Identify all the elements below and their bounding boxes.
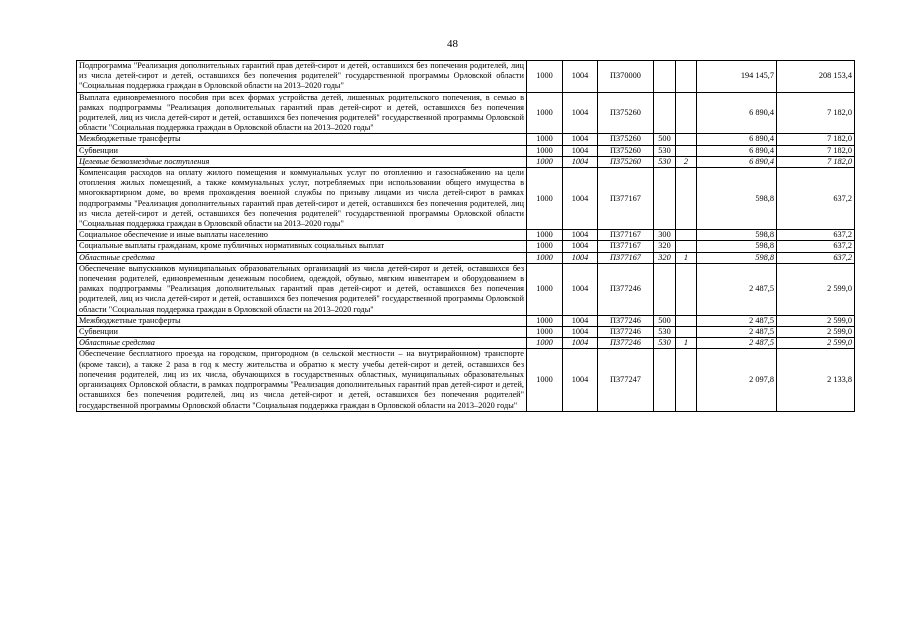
amount-year-1: 2 487,5 [697,315,777,326]
row-name: Субвенции [77,327,527,338]
target-article-code: П370000 [598,61,654,93]
amount-year-1: 598,8 [697,230,777,241]
section-code: 1000 [527,92,563,134]
amount-year-1: 194 145,7 [697,61,777,93]
funding-source-code [676,92,697,134]
section-code: 1000 [527,168,563,230]
expense-type-code: 530 [654,338,676,349]
amount-year-2: 2 599,0 [777,327,855,338]
funding-source-code [676,315,697,326]
section-code: 1000 [527,338,563,349]
table-row [77,315,855,326]
subsection-code: 1004 [563,252,598,263]
amount-year-1: 2 097,8 [697,349,777,411]
row-name: Обеспечение выпускников муниципальных образовательных организаций из числа детей-сирот и детей, оставшихся без попечения родителей, единовременным денежным пособием, одеждой, обувью, мягким инвентарем и оборудованием в рамках подпрограммы "Реализация дополнительных гарантий прав детей-сирот и детей, оставшихся без попечения родителей, лиц из числа детей-сирот и детей, оставшихся без попечения родителей" государственной программы Орловской области "Социальная поддержка граждан в Орловской области на 2013–2020 годы" [77,263,527,315]
target-article-code: П377167 [598,168,654,230]
subsection-code: 1004 [563,145,598,156]
table-row [77,327,855,338]
row-name: Субвенции [77,145,527,156]
amount-year-2: 637,2 [777,241,855,252]
amount-year-2: 7 182,0 [777,134,855,145]
target-article-code: П377246 [598,263,654,315]
subsection-code: 1004 [563,168,598,230]
amount-year-2: 2 599,0 [777,315,855,326]
target-article-code: П377247 [598,349,654,411]
expense-type-code: 320 [654,252,676,263]
target-article-code: П375260 [598,134,654,145]
amount-year-2: 2 599,0 [777,263,855,315]
table-row [77,92,855,134]
table-row [77,134,855,145]
subsection-code: 1004 [563,61,598,93]
section-code: 1000 [527,252,563,263]
funding-source-code [676,61,697,93]
expense-type-code [654,349,676,411]
target-article-code: П375260 [598,92,654,134]
expense-type-code: 530 [654,156,676,167]
amount-year-2: 2 599,0 [777,338,855,349]
subsection-code: 1004 [563,230,598,241]
expense-type-code [654,263,676,315]
target-article-code: П377167 [598,241,654,252]
funding-source-code: 1 [676,338,697,349]
target-article-code: П377167 [598,230,654,241]
subsection-code: 1004 [563,338,598,349]
table-row [77,230,855,241]
amount-year-1: 2 487,5 [697,327,777,338]
expense-type-code: 500 [654,134,676,145]
table-row [77,145,855,156]
funding-source-code [676,241,697,252]
amount-year-2: 7 182,0 [777,92,855,134]
row-name: Выплата единовременного пособия при всех формах устройства детей, лишенных родительского попечения, в семью в рамках подпрограммы "Реализация дополнительных гарантий прав детей-сирот и детей, оставшихся без попечения родителей, лиц из числа детей-сирот и детей, оставшихся без попечения родителей" государственной программы Орловской области "Социальная поддержка граждан в Орловской области на 2013–2020 годы" [77,92,527,134]
target-article-code: П377246 [598,327,654,338]
expense-type-code: 500 [654,315,676,326]
target-article-code: П377246 [598,338,654,349]
subsection-code: 1004 [563,241,598,252]
section-code: 1000 [527,230,563,241]
target-article-code: П375260 [598,145,654,156]
row-name: Социальные выплаты гражданам, кроме публичных нормативных социальных выплат [77,241,527,252]
section-code: 1000 [527,315,563,326]
section-code: 1000 [527,61,563,93]
table-row [77,241,855,252]
expense-type-code [654,61,676,93]
section-code: 1000 [527,241,563,252]
table-row [77,252,855,263]
target-article-code: П377167 [598,252,654,263]
subsection-code: 1004 [563,327,598,338]
row-name: Межбюджетные трансферты [77,315,527,326]
amount-year-1: 6 890,4 [697,134,777,145]
expense-type-code [654,92,676,134]
subsection-code: 1004 [563,92,598,134]
expense-type-code: 300 [654,230,676,241]
amount-year-1: 6 890,4 [697,156,777,167]
row-name: Межбюджетные трансферты [77,134,527,145]
row-name: Областные средства [77,338,527,349]
expense-type-code: 530 [654,145,676,156]
amount-year-2: 7 182,0 [777,145,855,156]
amount-year-1: 598,8 [697,252,777,263]
subsection-code: 1004 [563,263,598,315]
page-number: 48 [447,38,458,50]
amount-year-1: 2 487,5 [697,263,777,315]
subsection-code: 1004 [563,156,598,167]
row-name: Социальное обеспечение и иные выплаты населению [77,230,527,241]
subsection-code: 1004 [563,315,598,326]
budget-table [76,60,855,412]
expense-type-code: 530 [654,327,676,338]
row-name: Целевые безвозмездные поступления [77,156,527,167]
table-row [77,61,855,93]
row-name: Областные средства [77,252,527,263]
subsection-code: 1004 [563,349,598,411]
amount-year-1: 598,8 [697,168,777,230]
funding-source-code [676,168,697,230]
funding-source-code [676,349,697,411]
section-code: 1000 [527,145,563,156]
subsection-code: 1004 [563,134,598,145]
amount-year-2: 2 133,8 [777,349,855,411]
section-code: 1000 [527,156,563,167]
table-row [77,168,855,230]
amount-year-1: 6 890,4 [697,92,777,134]
funding-source-code [676,263,697,315]
amount-year-2: 208 153,4 [777,61,855,93]
amount-year-1: 2 487,5 [697,338,777,349]
amount-year-2: 637,2 [777,252,855,263]
amount-year-2: 7 182,0 [777,156,855,167]
section-code: 1000 [527,263,563,315]
target-article-code: П375260 [598,156,654,167]
section-code: 1000 [527,134,563,145]
row-name: Компенсация расходов на оплату жилого помещения и коммунальных услуг по отоплению и газоснабжению на цели отопления жилых помещений, а также коммунальных услуг, потребляемых при использовании общего имущества в многоквартирном доме, во время прохождения военной службы по призыву лицами из числа детей-сирот в рамках подпрограммы "Реализация дополнительных гарантий прав детей-сирот и детей, оставшихся без попечения родителей, лиц из числа детей-сирот и детей, оставшихся без попечения родителей" государственной программы Орловской области "Социальная поддержка граждан в Орловской области на 2013–2020 годы" [77,168,527,230]
amount-year-1: 598,8 [697,241,777,252]
table-row [77,338,855,349]
funding-source-code [676,327,697,338]
funding-source-code [676,134,697,145]
section-code: 1000 [527,327,563,338]
row-name: Обеспечение бесплатного проезда на городском, пригородном (в сельской местности – на внутрирайонном) транспорте (кроме такси), а также 2 раза в год к месту жительства и обратно к месту учебы детей-сирот и детей, оставшихся без попечения родителей, лиц из их числа, обучающихся в государственных областных, муниципальных образовательных организациях Орловской области, в рамках подпрограммы "Реализация дополнительных гарантий прав детей-сирот и детей, оставшихся без попечения родителей, лиц из числа детей-сирот и детей, оставшихся без попечения родителей" государственной программы Орловской области "Социальная поддержка граждан в Орловской области на 2013–2020 годы" [77,349,527,411]
funding-source-code: 2 [676,156,697,167]
target-article-code: П377246 [598,315,654,326]
section-code: 1000 [527,349,563,411]
table-row [77,349,855,411]
amount-year-1: 6 890,4 [697,145,777,156]
expense-type-code: 320 [654,241,676,252]
expense-type-code [654,168,676,230]
amount-year-2: 637,2 [777,230,855,241]
funding-source-code [676,145,697,156]
table-row [77,263,855,315]
table-row [77,156,855,167]
row-name: Подпрограмма "Реализация дополнительных гарантий прав детей-сирот и детей, оставшихся без попечения родителей, лиц из числа детей-сирот и детей, оставшихся без попечения родителей" государственной программы Орловской области "Социальная поддержка граждан в Орловской области на 2013–2020 годы" [77,61,527,93]
funding-source-code: 1 [676,252,697,263]
amount-year-2: 637,2 [777,168,855,230]
funding-source-code [676,230,697,241]
